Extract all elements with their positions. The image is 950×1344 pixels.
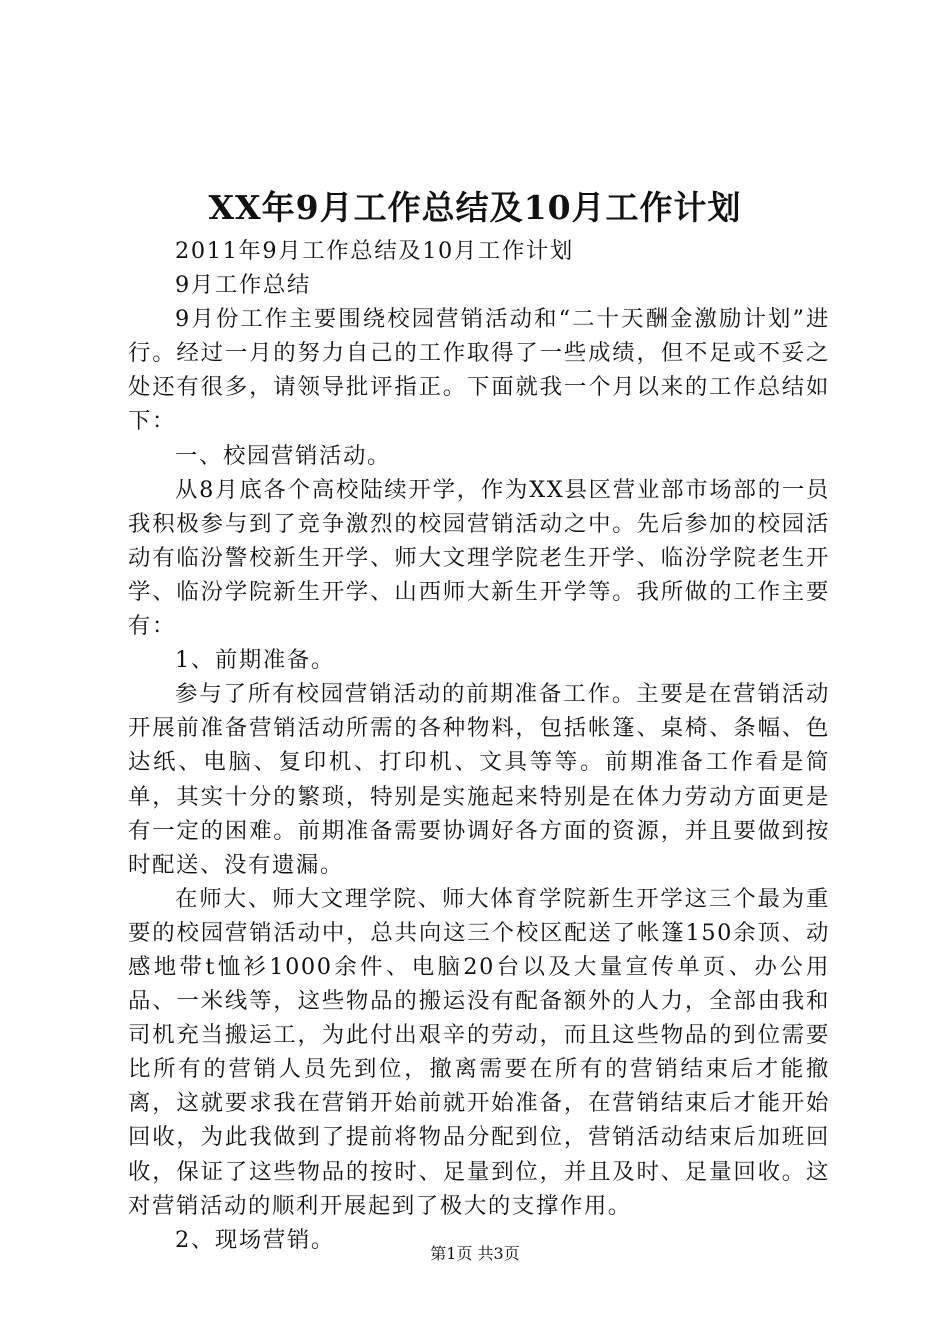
document-title: XX年9月工作总结及10月工作计划 xyxy=(208,188,742,227)
paragraph-heading-onsite-marketing: 2、现场营销。 xyxy=(175,1226,335,1253)
paragraph-campus-activities: 从8月底各个高校陆续开学，作为XX县区营业部市场部的一员我积极参与到了竞争激烈的校园营销活动之中。先后参加的校园活动有临汾警校新生开学、师大文理学院老生开学、临汾学院老生开学、临汾学院新生开学、山西师大新生开学等。我所做的工作主要有： xyxy=(128,476,830,640)
paragraph-preparation: 参与了所有校园营销活动的前期准备工作。主要是在营销活动开展前准备营销活动所需的各种物料，包括帐篷、桌椅、条幅、色达纸、电脑、复印机、打印机、文具等等。前期准备工作看是简单，其实十分的繁琐，特别是实施起来特别是在体力劳动方面更是有一定的困难。前期准备需要协调好各方面的资源，并且要做到按时配送、没有遗漏。 xyxy=(128,681,830,878)
document-body xyxy=(128,234,830,1257)
paragraph-heading-campus-marketing: 一、校园营销活动。 xyxy=(175,442,391,469)
page-footer: 第1页 共3页 xyxy=(430,1244,520,1263)
paragraph-section-heading: 9月工作总结 xyxy=(175,272,311,299)
paragraph-intro: 9月份工作主要围绕校园营销活动和“二十天酬金激励计划”进行。经过一月的努力自己的工作取得了一些成绩，但不足或不妥之处还有很多，请领导批评指正。下面就我一个月以来的工作总结如下： xyxy=(128,306,830,435)
paragraph-subtitle: 2011年9月工作总结及10月工作计划 xyxy=(175,238,574,264)
paragraph-logistics: 在师大、师大文理学院、师大体育学院新生开学这三个最为重要的校园营销活动中，总共向这三个校区配送了帐篷150余顶、动感地带t恤衫1000余件、电脑20台以及大量宣传单页、办公用品、一米线等，这些物品的搬运没有配备额外的人力，全部由我和司机充当搬运工，为此付出艰辛的劳动，而且这些物品的到位需要比所有的营销人员先到位，撤离需要在所有的营销结束后才能撤离，这就要求我在营销开始前就开始准备，在营销结束后才能开始回收，为此我做到了提前将物品分配到位，营销活动结束后加班回收，保证了这些物品的按时、足量到位，并且及时、足量回收。这对营销活动的顺利开展起到了极大的支撑作用。 xyxy=(128,885,830,1219)
paragraph-heading-preparation: 1、前期准备。 xyxy=(175,647,335,674)
